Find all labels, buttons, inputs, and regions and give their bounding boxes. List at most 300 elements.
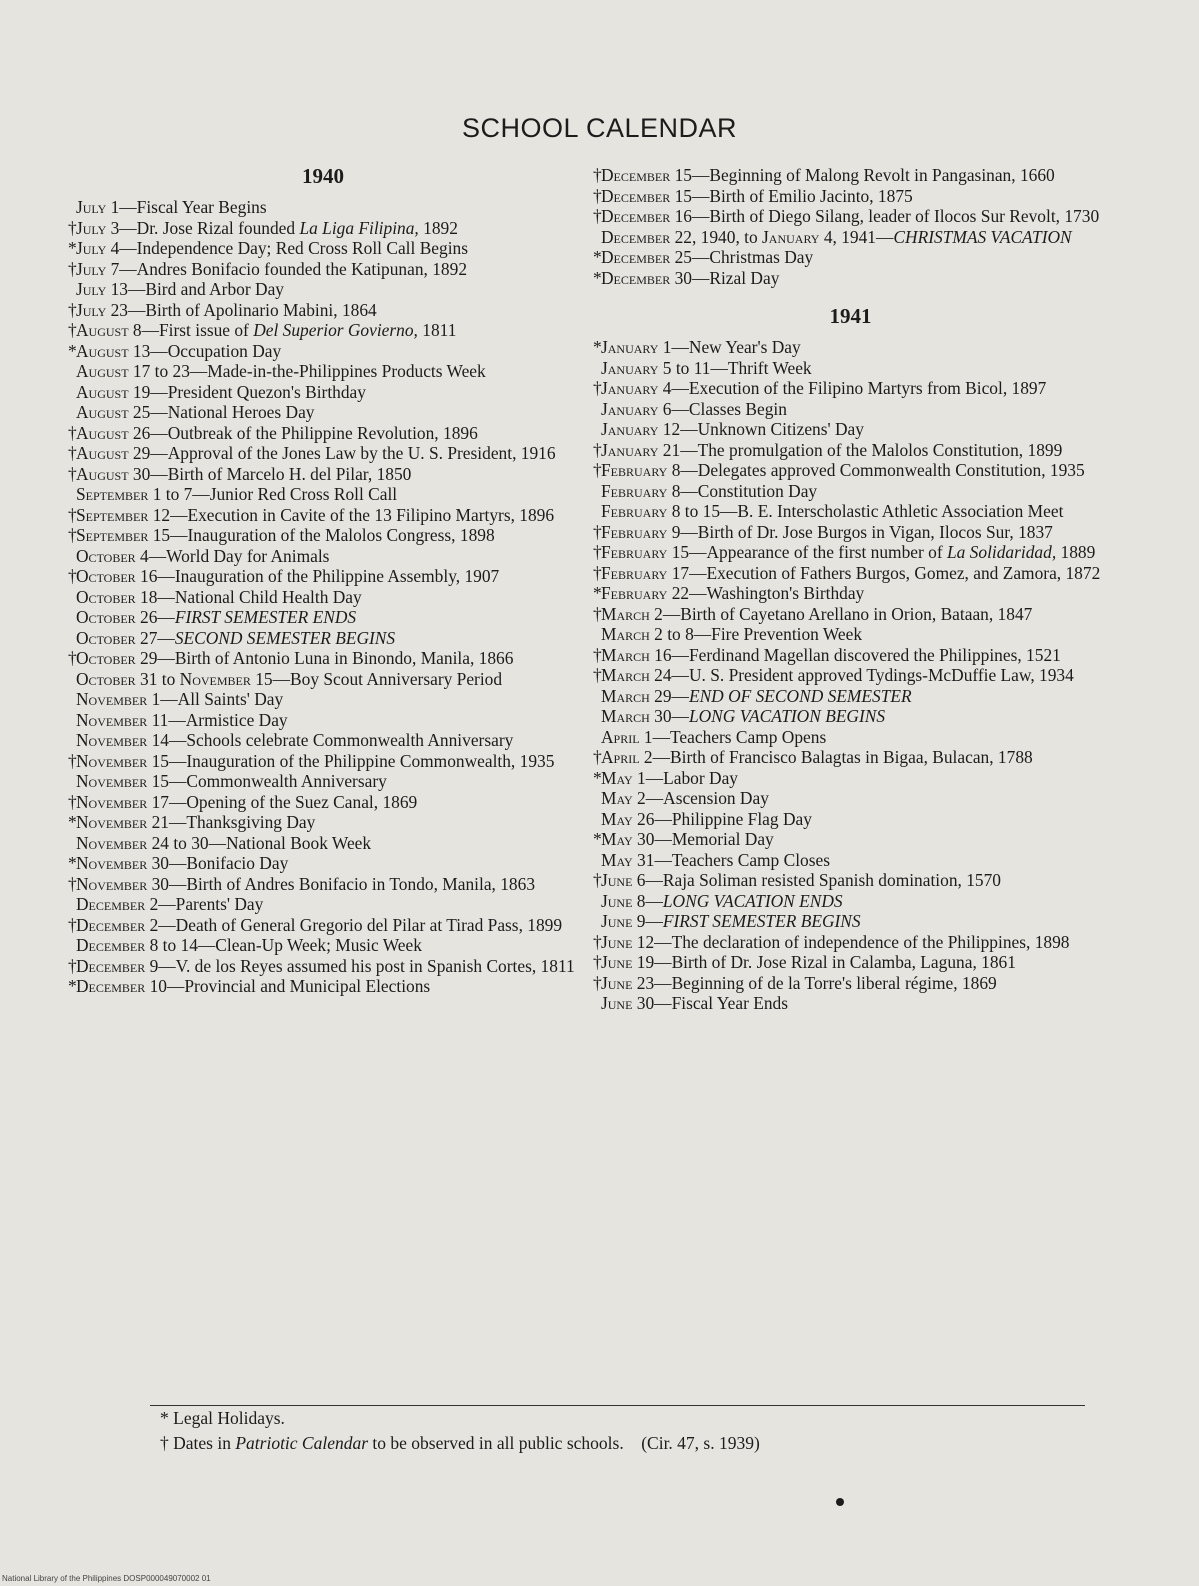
- calendar-entry: [593, 911, 1108, 932]
- entry-month: June: [601, 911, 633, 931]
- entry-text: 21—The promulgation of the Malolos Constitution, 1899: [658, 439, 1063, 460]
- calendar-entry: [593, 419, 1108, 440]
- entry-month: December: [601, 226, 671, 247]
- calendar-entry: [593, 460, 1108, 481]
- calendar-entry: [68, 894, 578, 915]
- entry-mark: †: [593, 562, 602, 583]
- entry-month: June: [601, 952, 633, 972]
- entry-text: 30—Birth of Marcelo H. del Pilar, 1850: [128, 463, 412, 484]
- calendar-entry: [68, 874, 578, 895]
- entry-text: 8—: [632, 890, 663, 911]
- calendar-entry: [593, 481, 1108, 502]
- calendar-entry: [593, 870, 1108, 891]
- entry-month: November: [76, 689, 148, 709]
- entry-mark: †: [593, 665, 602, 685]
- entry-month: June: [601, 931, 633, 952]
- entry-mark: †: [68, 258, 77, 279]
- entry-text: 15—Birth of Emilio Jacinto, 1875: [670, 185, 913, 206]
- entry-text: 6—Classes Begin: [658, 398, 787, 419]
- calendar-entry: [68, 628, 578, 649]
- column-left: [68, 160, 578, 997]
- calendar-entry: [68, 607, 578, 628]
- calendar-entry: [68, 935, 578, 956]
- calendar-entry: [593, 206, 1108, 227]
- calendar-entry: [68, 956, 578, 977]
- entry-month: February: [601, 460, 668, 480]
- entry-mark: †: [68, 463, 77, 484]
- calendar-entry: [68, 238, 578, 259]
- entry-mark: †: [593, 185, 602, 206]
- dagger-italic: Patriotic Calendar: [235, 1433, 369, 1453]
- entry-month-2: November: [179, 668, 251, 689]
- entry-text: 12—Unknown Citizens' Day: [658, 419, 864, 439]
- calendar-entry: [68, 525, 578, 546]
- calendar-entry: [68, 730, 578, 751]
- entry-month: November: [76, 771, 148, 791]
- entry-month: August: [76, 381, 129, 402]
- entry-mark: *: [593, 583, 602, 603]
- entry-month: August: [76, 422, 129, 443]
- entry-italic: LONG VACATION ENDS: [662, 890, 843, 911]
- circular-reference: (Cir. 47, s. 1939): [641, 1433, 760, 1453]
- entry-text: 10—Provincial and Municipal Elections: [145, 976, 431, 996]
- entry-text-2: 15—Boy Scout Anniversary Period: [250, 668, 503, 689]
- calendar-entry: [68, 443, 578, 464]
- entry-text: 29—: [649, 685, 689, 706]
- entry-month: January: [601, 378, 659, 398]
- entry-text: 1—Labor Day: [632, 767, 738, 788]
- calendar-entry: [593, 583, 1108, 604]
- entry-text: 4—Independence Day; Red Cross Roll Call Begins: [106, 238, 468, 258]
- entry-mark: *: [68, 238, 77, 258]
- entry-text: 25—Christmas Day: [670, 247, 814, 267]
- legal-mark: *: [160, 1408, 169, 1428]
- entry-month: October: [76, 668, 136, 689]
- entry-text: 12—Execution in Cavite of the 13 Filipino Martyrs, 1896: [148, 504, 555, 525]
- calendar-entry: [593, 378, 1108, 399]
- entry-month: January: [601, 439, 659, 460]
- entry-text: 1 to 7—Junior Red Cross Roll Call: [148, 484, 398, 504]
- calendar-entry: [68, 648, 578, 669]
- entry-month: October: [76, 586, 136, 607]
- entry-mark: †: [68, 504, 77, 525]
- entry-mark: †: [593, 378, 602, 398]
- calendar-entry: [593, 399, 1108, 420]
- calendar-entry: [68, 402, 578, 423]
- entry-month: July: [76, 258, 107, 279]
- entry-text: 4—World Day for Animals: [135, 545, 330, 566]
- calendar-entry: [593, 501, 1108, 522]
- entry-month: July: [76, 217, 107, 238]
- calendar-entry: [68, 484, 578, 505]
- entry-text: 30—: [649, 706, 689, 726]
- entry-text: 21—Thanksgiving Day: [147, 812, 316, 832]
- calendar-entry: [68, 833, 578, 854]
- entry-month: November: [76, 832, 148, 853]
- entry-text: 31—Teachers Camp Closes: [632, 849, 830, 870]
- entry-text: 1—All Saints' Day: [147, 689, 284, 709]
- entry-italic: LONG VACATION BEGINS: [688, 706, 886, 726]
- entry-month: June: [601, 870, 633, 890]
- entry-text: 5 to 11—Thrift Week: [658, 357, 812, 378]
- entry-month: November: [76, 853, 148, 873]
- entry-text: 9—Birth of Dr. Jose Burgos in Vigan, Ilocos Sur, 1837: [667, 521, 1053, 542]
- entry-text: 30—Rizal Day: [670, 267, 780, 288]
- entry-month: July: [76, 197, 107, 217]
- entry-text-2: 1889: [1056, 542, 1096, 562]
- dagger-mark: †: [160, 1433, 169, 1453]
- entry-mark: †: [593, 870, 602, 890]
- calendar-entry: [593, 973, 1108, 994]
- entry-month: October: [76, 627, 136, 648]
- entry-month: October: [76, 648, 136, 668]
- entry-mark: †: [593, 460, 602, 480]
- entry-italic: SECOND SEMESTER BEGINS: [174, 627, 396, 648]
- entry-month: June: [601, 993, 633, 1013]
- entry-month: March: [601, 685, 650, 706]
- bullet-dot: [836, 1498, 844, 1506]
- entry-mark: †: [68, 320, 77, 340]
- entry-text: 2—Birth of Cayetano Arellano in Orion, Bataan, 1847: [649, 603, 1033, 624]
- entry-text: 15—Appearance of the first number of: [667, 542, 947, 562]
- calendar-entry: [68, 915, 578, 936]
- calendar-entry: [68, 300, 578, 321]
- entry-month: September: [76, 504, 149, 525]
- entry-italic: La Liga Filipina,: [299, 217, 419, 238]
- entry-month: November: [76, 812, 148, 832]
- entry-text: 30—Bonifacio Day: [147, 853, 289, 873]
- entry-month: December: [76, 955, 146, 976]
- entry-text: 8 to 14—Clean-Up Week; Music Week: [145, 935, 422, 955]
- entry-mark: *: [593, 247, 602, 267]
- entry-text: 15—Beginning of Malong Revolt in Pangasinan, 1660: [670, 165, 1055, 185]
- entry-text: 29—Birth of Antonio Luna in Binondo, Manila, 1866: [135, 648, 514, 668]
- calendar-entry: [593, 645, 1108, 666]
- entry-text: 15—Commonwealth Anniversary: [147, 771, 387, 791]
- entry-month: May: [601, 849, 633, 870]
- entry-mark: *: [593, 829, 602, 849]
- entry-italic: FIRST SEMESTER ENDS: [174, 607, 357, 627]
- entry-text: 31 to: [135, 668, 180, 689]
- entry-text: 24 to 30—National Book Week: [147, 832, 372, 853]
- entry-text: 15—Inauguration of the Philippine Commonwealth, 1935: [147, 750, 555, 771]
- calendar-entry: [593, 747, 1108, 768]
- entry-italic: Del Superior Govierno,: [253, 320, 418, 340]
- entry-mark: *: [68, 976, 77, 996]
- entry-text: 9—: [632, 911, 663, 931]
- entry-text: 18—National Child Health Day: [135, 586, 362, 607]
- entry-month: December: [601, 247, 671, 267]
- calendar-entry: [68, 197, 578, 218]
- legend-legal-holidays: [160, 1408, 285, 1429]
- entry-italic-2: CHRISTMAS VACATION: [893, 226, 1072, 247]
- entry-text: 26—Outbreak of the Philippine Revolution, 1896: [128, 422, 478, 443]
- entry-month: February: [601, 583, 668, 603]
- entry-month: August: [76, 361, 129, 381]
- calendar-entry: [593, 358, 1108, 379]
- entry-month: September: [76, 525, 149, 545]
- entry-mark: †: [593, 439, 602, 460]
- entry-mark: †: [593, 644, 602, 665]
- entry-month: January: [601, 357, 659, 378]
- entry-month: March: [601, 603, 650, 624]
- entries-1941: [593, 337, 1108, 1014]
- entry-text: 7—Andres Bonifacio founded the Katipunan, 1892: [106, 258, 468, 279]
- entry-text: 29—Approval of the Jones Law by the U. S. President, 1916: [128, 443, 556, 463]
- calendar-entry: [593, 440, 1108, 461]
- column-right: [593, 165, 1108, 1014]
- calendar-entry: [68, 566, 578, 587]
- entry-text: 6—Raja Soliman resisted Spanish domination, 1570: [632, 870, 1001, 890]
- entry-text: 26—: [135, 607, 175, 627]
- entry-month: March: [601, 665, 650, 685]
- entry-mark: *: [593, 767, 602, 788]
- entry-text: 1—New Year's Day: [658, 337, 801, 357]
- entry-mark: †: [68, 217, 77, 238]
- entry-month: May: [601, 808, 633, 829]
- entry-month: October: [76, 607, 136, 627]
- entry-month: November: [76, 730, 148, 750]
- entry-mark: †: [68, 750, 77, 771]
- entry-text: 24—U. S. President approved Tydings-McDuffie Law, 1934: [649, 665, 1074, 685]
- entry-mark: †: [593, 747, 602, 767]
- calendar-entry: [68, 279, 578, 300]
- entry-text: 17 to 23—Made-in-the-Philippines Products Week: [128, 361, 486, 381]
- calendar-entry: [593, 809, 1108, 830]
- calendar-entry: [68, 710, 578, 731]
- entry-month: July: [76, 299, 107, 320]
- entry-text: 26—Philippine Flag Day: [632, 808, 812, 829]
- entry-month: December: [601, 185, 671, 206]
- entry-text: 8 to 15—B. E. Interscholastic Athletic Association Meet: [667, 501, 1064, 521]
- dagger-text-2: to be observed in all public schools.: [368, 1433, 624, 1453]
- calendar-entry: [68, 464, 578, 485]
- entry-month: February: [601, 562, 668, 583]
- entry-text: 2—Death of General Gregorio del Pilar at Tirad Pass, 1899: [145, 914, 563, 935]
- entry-month: March: [601, 706, 650, 726]
- entry-month: May: [601, 829, 633, 849]
- entry-month: November: [76, 709, 148, 730]
- calendar-entry: [593, 686, 1108, 707]
- legal-text: Legal Holidays.: [168, 1408, 285, 1428]
- calendar-entry: [68, 259, 578, 280]
- entry-month: December: [601, 267, 671, 288]
- entry-month: May: [601, 788, 633, 808]
- calendar-entry: [593, 891, 1108, 912]
- entry-month: April: [601, 726, 640, 747]
- calendar-entry: [593, 829, 1108, 850]
- entry-mark: †: [68, 422, 77, 443]
- entry-month: January: [601, 337, 659, 357]
- calendar-entry: [68, 361, 578, 382]
- entry-mark: †: [68, 791, 77, 812]
- entry-mark: †: [68, 955, 77, 976]
- entry-text: 16—Inauguration of the Philippine Assembly, 1907: [135, 566, 500, 586]
- entry-mark: †: [68, 443, 77, 463]
- entry-mark: †: [68, 566, 77, 586]
- entry-text: 22, 1940, to: [670, 226, 763, 247]
- calendar-entry: [593, 768, 1108, 789]
- entry-month: September: [76, 484, 149, 504]
- entry-month: November: [76, 873, 148, 894]
- entry-mark: *: [68, 812, 77, 832]
- entry-text: 30—Fiscal Year Ends: [632, 993, 788, 1013]
- entry-month: February: [601, 521, 668, 542]
- entry-text: 8—Constitution Day: [667, 480, 818, 501]
- entry-mark: *: [68, 853, 77, 873]
- entry-text: 30—Birth of Andres Bonifacio in Tondo, Manila, 1863: [147, 873, 536, 894]
- calendar-entry: [68, 382, 578, 403]
- calendar-entry: [68, 669, 578, 690]
- entry-mark: *: [593, 267, 602, 288]
- calendar-entry: [68, 976, 578, 997]
- calendar-entry: [593, 850, 1108, 871]
- entry-month: July: [76, 279, 107, 299]
- entry-month: November: [76, 791, 148, 812]
- entry-month: June: [601, 972, 633, 993]
- entry-month: February: [601, 480, 668, 501]
- entry-mark: †: [68, 914, 77, 935]
- page-title: SCHOOL CALENDAR: [461, 113, 738, 143]
- entry-mark: †: [68, 525, 77, 545]
- calendar-entry: [593, 604, 1108, 625]
- calendar-entry: [68, 505, 578, 526]
- entry-text: 27—: [135, 627, 175, 648]
- entry-month: December: [601, 206, 671, 226]
- entry-month: February: [601, 501, 668, 521]
- entry-text-2: 4, 1941—: [819, 226, 894, 247]
- entries-1940-continued: [593, 165, 1108, 288]
- entry-text: 9—V. de los Reyes assumed his post in Spanish Cortes, 1811: [145, 955, 575, 976]
- entry-month: February: [601, 542, 668, 562]
- entry-month: March: [601, 624, 650, 644]
- calendar-entry: [593, 788, 1108, 809]
- year-heading-1940: 1940: [302, 164, 344, 188]
- entry-month: January: [601, 398, 659, 419]
- entry-month: December: [76, 914, 146, 935]
- entry-mark: †: [593, 972, 602, 993]
- entry-mark: †: [68, 873, 77, 894]
- calendar-entry: [68, 812, 578, 833]
- entry-mark: †: [593, 952, 602, 972]
- calendar-entry: [593, 247, 1108, 268]
- calendar-entry: [68, 341, 578, 362]
- entry-month: August: [76, 320, 129, 340]
- entry-text: 17—Opening of the Suez Canal, 1869: [147, 791, 418, 812]
- entry-month: December: [76, 894, 146, 914]
- legend-patriotic-calendar: [160, 1433, 760, 1454]
- calendar-entry: [593, 542, 1108, 563]
- calendar-entry: [68, 320, 578, 341]
- calendar-entry: [593, 165, 1108, 186]
- entry-text: 19—Birth of Dr. Jose Rizal in Calamba, Laguna, 1861: [632, 952, 1016, 972]
- calendar-entry: [593, 337, 1108, 358]
- entry-text: 19—President Quezon's Birthday: [128, 381, 366, 402]
- entry-month: December: [76, 976, 146, 996]
- entry-mark: †: [68, 648, 77, 668]
- entry-month: June: [601, 890, 633, 911]
- entry-text: 11—Armistice Day: [147, 709, 288, 730]
- entry-month: August: [76, 443, 129, 463]
- library-imprint: National Library of the Philippines DOSP000049070002 01: [2, 1574, 211, 1583]
- entry-text: 13—Occupation Day: [128, 340, 282, 361]
- entries-1940: [68, 197, 578, 997]
- entry-mark: †: [593, 931, 602, 952]
- entry-month: August: [76, 340, 129, 361]
- calendar-entry: [593, 932, 1108, 953]
- calendar-entry: [593, 563, 1108, 584]
- entry-mark: †: [593, 542, 602, 562]
- dagger-text-1: Dates in: [168, 1433, 236, 1453]
- entry-month-2: January: [762, 226, 820, 247]
- entry-text: 15—Inauguration of the Malolos Congress, 1898: [148, 525, 495, 545]
- calendar-entry: [593, 186, 1108, 207]
- entry-text-2: 1811: [417, 320, 457, 340]
- entry-text: 8—First issue of: [128, 320, 254, 340]
- entry-text: 2—Ascension Day: [632, 788, 769, 808]
- entry-text: 22—Washington's Birthday: [667, 583, 865, 603]
- entry-text: 14—Schools celebrate Commonwealth Anniversary: [147, 730, 514, 750]
- entry-italic: END OF SECOND SEMESTER: [688, 685, 912, 706]
- entry-text: 12—The declaration of independence of the Philippines, 1898: [632, 931, 1070, 952]
- calendar-entry: [593, 624, 1108, 645]
- calendar-entry: [68, 853, 578, 874]
- entry-mark: †: [68, 299, 77, 320]
- entry-mark: †: [593, 165, 602, 185]
- calendar-entry: [68, 218, 578, 239]
- entry-month: April: [601, 747, 640, 767]
- entry-italic: FIRST SEMESTER BEGINS: [662, 911, 861, 931]
- entry-mark: †: [593, 206, 602, 226]
- entry-text: 16—Birth of Diego Silang, leader of Ilocos Sur Revolt, 1730: [670, 206, 1100, 226]
- entry-month: August: [76, 463, 129, 484]
- calendar-entry: [68, 546, 578, 567]
- entry-mark: *: [68, 340, 77, 361]
- entry-month: July: [76, 238, 107, 258]
- calendar-entry: [593, 227, 1108, 248]
- calendar-entry: [593, 706, 1108, 727]
- calendar-entry: [593, 522, 1108, 543]
- calendar-entry: [68, 751, 578, 772]
- calendar-entry: [68, 423, 578, 444]
- entry-text: 30—Memorial Day: [632, 829, 774, 849]
- footer-divider: [150, 1405, 1085, 1406]
- calendar-entry: [593, 952, 1108, 973]
- calendar-entry: [593, 727, 1108, 748]
- entry-month: October: [76, 566, 136, 586]
- entry-month: March: [601, 644, 650, 665]
- year-heading-1941: 1941: [829, 304, 872, 328]
- entry-text: 23—Beginning of de la Torre's liberal régime, 1869: [632, 972, 997, 993]
- entry-mark: †: [593, 521, 602, 542]
- calendar-entry: [593, 993, 1108, 1014]
- entry-month: November: [76, 750, 148, 771]
- entry-text: 1—Fiscal Year Begins: [106, 197, 267, 217]
- entry-month: May: [601, 767, 633, 788]
- entry-text: 23—Birth of Apolinario Mabini, 1864: [106, 299, 377, 320]
- calendar-entry: [593, 268, 1108, 289]
- entry-month: January: [601, 419, 659, 439]
- entry-text: 1—Teachers Camp Opens: [639, 726, 827, 747]
- calendar-entry: [593, 665, 1108, 686]
- entry-month: October: [76, 545, 136, 566]
- entry-text: 4—Execution of the Filipino Martyrs from Bicol, 1897: [658, 378, 1047, 398]
- entry-text: 17—Execution of Fathers Burgos, Gomez, and Zamora, 1872: [667, 562, 1101, 583]
- entry-text: 2—Parents' Day: [145, 894, 264, 914]
- calendar-entry: [68, 771, 578, 792]
- entry-text: 3—Dr. Jose Rizal founded: [106, 217, 300, 238]
- calendar-entry: [68, 792, 578, 813]
